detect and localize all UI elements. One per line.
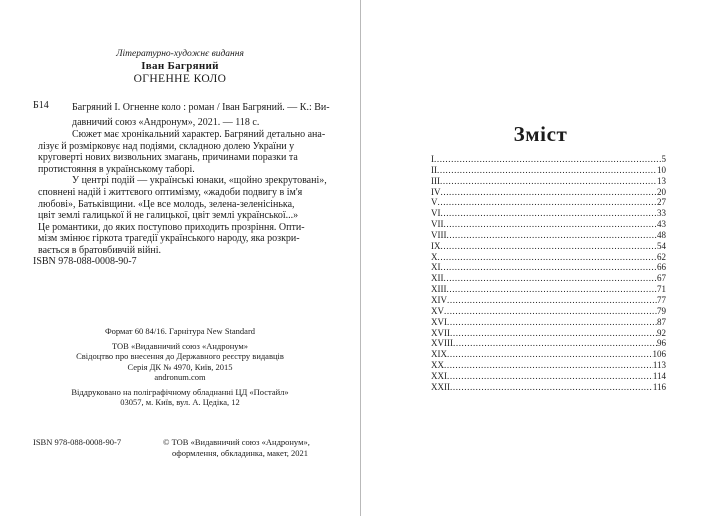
toc-chapter-number: XI (431, 262, 441, 273)
toc-chapter-number: IV (431, 186, 441, 197)
toc-chapter-number: XV (431, 305, 444, 316)
contents-heading: Зміст (513, 122, 568, 146)
toc-entry (431, 349, 666, 360)
toc-page-number: 27 (657, 197, 666, 208)
toc-page-number: 92 (657, 327, 666, 338)
annotation-line: цвіт землі галицької й не галицької, цвіт землі української...» (38, 210, 299, 222)
toc-chapter-number: XII (431, 273, 444, 284)
toc-leader-dots (441, 187, 658, 198)
toc-leader-dots (444, 306, 657, 317)
toc-chapter-number: VIII (431, 229, 447, 240)
annotation-line: Сюжет має хронікальний характер. Багряний детально ана- (72, 129, 326, 140)
toc-entry (431, 252, 666, 263)
toc-page-number: 33 (657, 208, 666, 219)
toc-chapter-number: V (431, 197, 438, 208)
toc-entry (431, 176, 666, 187)
annotation-line: круговерті нових визвольних змагань, причинами поразки та (38, 152, 298, 164)
publisher-line: Серія ДК № 4970, Київ, 2015 (127, 361, 233, 372)
annotation-line: сповнені надій і життєвого оптимізму, «жадоби подвигу в ім'я (38, 186, 303, 198)
toc-entry (431, 317, 666, 328)
toc-page-number: 66 (657, 262, 666, 273)
toc-entry (431, 360, 666, 371)
toc-page-number: 67 (657, 273, 666, 284)
toc-leader-dots (434, 154, 662, 165)
toc-leader-dots (444, 360, 653, 371)
printer-line: Віддруковано на поліграфічному обладнанні ЦД «Постайл» (71, 386, 289, 397)
annotation-line: У центрі подій — українські юнаки, «щойно зрекрутовані», (72, 175, 327, 187)
toc-leader-dots (453, 338, 657, 349)
toc-leader-dots (447, 371, 653, 382)
toc-leader-dots (447, 317, 657, 328)
toc-chapter-number: II (431, 164, 437, 175)
toc-entry (431, 154, 666, 165)
toc-entry (431, 306, 666, 317)
toc-page-number: 113 (652, 360, 666, 371)
toc-entry (431, 284, 666, 295)
toc-leader-dots (447, 349, 653, 360)
toc-entry (431, 165, 666, 176)
toc-entry (431, 208, 666, 219)
toc-leader-dots (438, 197, 658, 208)
toc-chapter-number: VI (431, 208, 441, 219)
copyright-line: © ТОВ «Видавничий союз «Андронум», (163, 437, 310, 447)
toc-page-number: 54 (657, 240, 666, 251)
annotation-line: Це романтики, до яких поступово приходить прозріння. Опти- (38, 221, 305, 233)
bibliographic-line: давничий союз «Андронум», 2021. — 118 с. (72, 117, 260, 128)
printer-line: 03057, м. Київ, вул. А. Цедіка, 12 (120, 397, 240, 407)
toc-entry (431, 328, 666, 339)
publisher-line: Свідоцтво про внесення до Державного реєстру видавців (76, 351, 284, 361)
toc-page-number: 5 (661, 154, 666, 164)
bibliographic-line: Багряний І. Огненне коло : роман / Іван Багряний. — К.: Ви- (72, 102, 330, 113)
toc-chapter-number: I (431, 154, 434, 164)
toc-page-number: 43 (657, 219, 666, 230)
annotation (38, 129, 327, 257)
toc-entry (431, 338, 666, 349)
genre-label: Літературно-художнє видання (116, 49, 244, 59)
book-title: ОГНЕННЕ КОЛО (133, 73, 227, 85)
contents-page (361, 0, 720, 516)
toc-chapter-number: III (431, 175, 440, 186)
toc-leader-dots (444, 273, 658, 284)
toc-chapter-number: XIII (431, 284, 447, 295)
toc-chapter-number: XIX (431, 349, 447, 360)
toc-leader-dots (447, 284, 658, 295)
toc-entry (431, 382, 666, 393)
toc-page-number: 114 (652, 370, 666, 381)
author-name: Іван Багряний (141, 60, 219, 72)
annotation-line: протистояння в українському таборі. (38, 163, 195, 175)
copyright-notice (163, 437, 310, 459)
table-of-contents (431, 154, 666, 393)
toc-chapter-number: XXI (431, 370, 447, 381)
toc-chapter-number: XVI (431, 316, 447, 327)
toc-chapter-number: XXII (431, 381, 450, 392)
toc-leader-dots (450, 328, 657, 339)
toc-leader-dots (437, 165, 657, 176)
isbn-footer: ISBN 978-088-0008-90-7 (33, 437, 122, 447)
toc-page-number: 116 (652, 381, 666, 392)
format-line: Формат 60 84/16. Гарнітура New Standard (104, 326, 256, 336)
toc-leader-dots (444, 219, 658, 230)
toc-leader-dots (447, 295, 657, 306)
toc-page-number: 79 (657, 305, 666, 316)
toc-chapter-number: IX (431, 240, 441, 251)
toc-chapter-number: XX (431, 360, 444, 371)
toc-page-number: 10 (657, 164, 666, 175)
toc-leader-dots (450, 382, 653, 393)
toc-leader-dots (438, 252, 658, 263)
copyright-line: оформлення, обкладинка, макет, 2021 (172, 448, 309, 458)
toc-chapter-number: XVIII (431, 338, 453, 349)
toc-page-number: 48 (657, 229, 666, 240)
library-classification-code: Б14 (33, 100, 49, 111)
annotation-line: лізує й розмірковує над подіями, складною долею України у (38, 140, 295, 152)
annotation-line: вається в братовбивчій війні. (38, 244, 162, 256)
bibliographic-record (72, 100, 330, 130)
publisher-line: ТОВ «Видавничий союз «Андронум» (111, 340, 249, 351)
toc-leader-dots (441, 208, 658, 219)
annotation-line: мізм змінює гіркота трагедії українського народу, яка розкри- (38, 233, 300, 245)
toc-leader-dots (441, 241, 658, 252)
toc-chapter-number: VII (431, 219, 444, 230)
toc-entry (431, 187, 666, 198)
toc-entry (431, 273, 666, 284)
toc-chapter-number: XVII (431, 327, 450, 338)
toc-leader-dots (447, 230, 658, 241)
toc-page-number: 106 (652, 349, 666, 360)
toc-chapter-number: XIV (431, 294, 447, 305)
toc-leader-dots (440, 176, 657, 187)
toc-entry (431, 219, 666, 230)
toc-page-number: 13 (657, 175, 666, 186)
toc-page-number: 77 (657, 294, 666, 305)
toc-chapter-number: X (431, 251, 438, 262)
publication-imprint (0, 326, 360, 408)
toc-entry (431, 230, 666, 241)
publisher-website: andronum.com (154, 372, 206, 382)
toc-page-number: 96 (657, 338, 666, 349)
toc-page-number: 20 (657, 186, 666, 197)
toc-entry (431, 295, 666, 306)
toc-entry (431, 241, 666, 252)
toc-entry (431, 262, 666, 273)
toc-entry (431, 371, 666, 382)
toc-page-number: 87 (657, 316, 666, 327)
annotation-line: любові», Батьківщини. «Це все молодь, зелена-зеленісінька, (38, 198, 295, 210)
toc-page-number: 62 (657, 251, 666, 262)
toc-leader-dots (441, 262, 658, 273)
isbn: ISBN 978-088-0008-90-7 (33, 256, 137, 267)
toc-page-number: 71 (657, 284, 666, 295)
toc-entry (431, 197, 666, 208)
